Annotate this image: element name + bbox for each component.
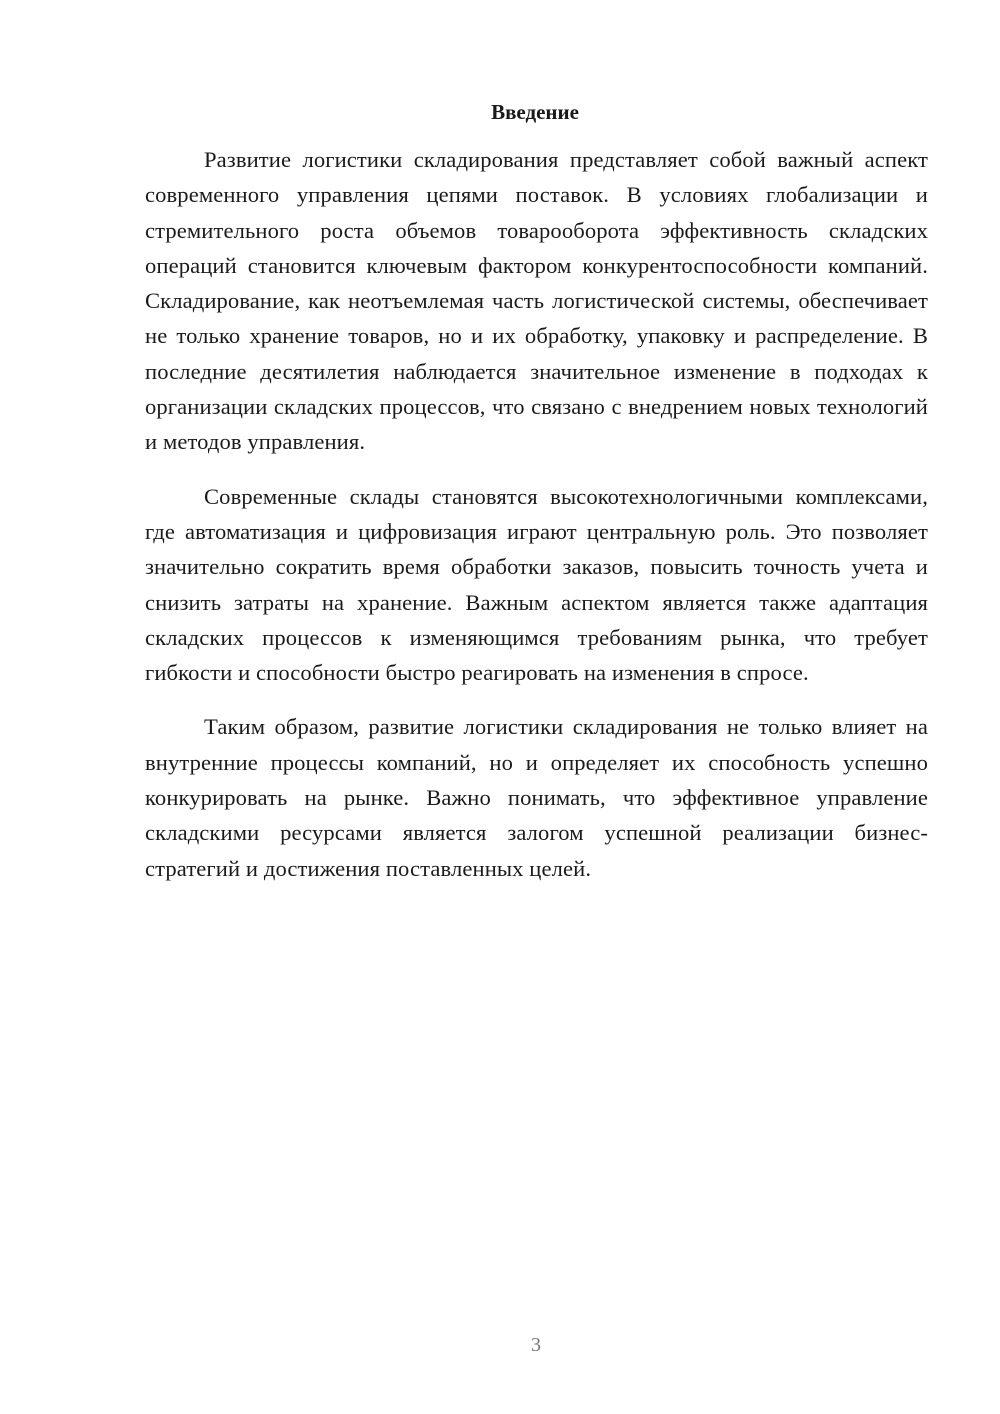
paragraph-3: Таким образом, развитие логистики складирования не только влияет на внутренние процессы компаний, но и определяет их способность успешно конкурировать на рынке. Важно понимать, что эффективное управление складскими ресурсами является залогом успешной реализации бизнес-стратегий и достижения поставленных целей.: [145, 714, 928, 881]
paragraph-2: Современные склады становятся высокотехнологичными комплексами, где автоматизация и цифровизация играют центральную роль. Это позволяет значительно сократить время обработки заказов, повысить точность учета и снизить затраты на хранение. Важным аспектом является также адаптация складских процессов к изменяющимся требованиям рынка, что требует гибкости и способности быстро реагировать на изменения в спросе.: [145, 483, 928, 686]
page-number: 3: [531, 1334, 541, 1356]
section-heading: Введение: [491, 100, 579, 124]
body-text: [145, 142, 928, 905]
paragraph-1: Развитие логистики складирования представляет собой важный аспект современного управления цепями поставок. В условиях глобализации и стремительного роста объемов товарооборота эффективность складских операций становится ключевым фактором конкурентоспособности компаний. Складирование, как неотъемлемая часть логистической системы, обеспечивает не только хранение товаров, но и их обработку, упаковку и распределение. В последние десятилетия наблюдается значительное изменение в подходах к организации складских процессов, что связано с внедрением новых технологий и методов управления.: [145, 147, 928, 455]
